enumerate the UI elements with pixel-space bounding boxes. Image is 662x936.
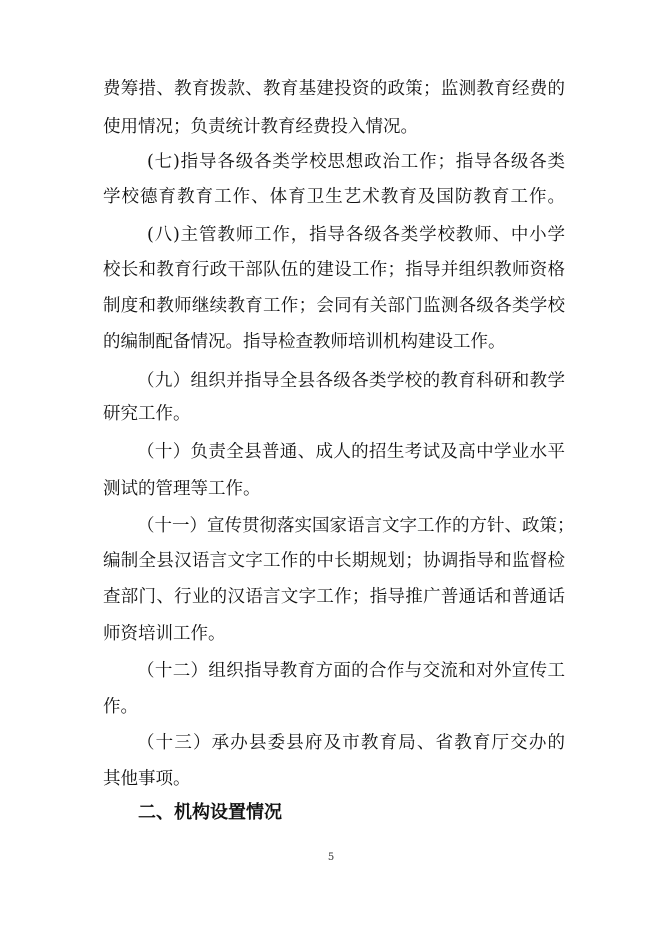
text-line: 作。 bbox=[103, 697, 138, 717]
text-line: 费筹措、教育拨款、教育基建投资的政策；监测教育经费的 bbox=[103, 79, 565, 99]
text-line: 师资培训工作。 bbox=[103, 624, 226, 644]
text-line: 查部门、行业的汉语言文字工作；指导推广普通话和普通话 bbox=[103, 587, 565, 607]
text-line: 编制全县汉语言文字工作的中长期规划；协调指导和监督检 bbox=[103, 551, 565, 571]
text-line: （十）负责全县普通、成人的招生考试及高中学业水平 bbox=[137, 442, 565, 462]
text-line: (七)指导各级各类学校思想政治工作；指导各级各类 bbox=[147, 152, 565, 172]
text-line: （十一）宣传贯彻落实国家语言文字工作的方针、政策； bbox=[137, 516, 575, 536]
text-line: 校长和教育行政干部队伍的建设工作；指导并组织教师资格 bbox=[103, 260, 565, 280]
text-line: （十三）承办县委县府及市教育局、省教育厅交办的 bbox=[137, 733, 565, 753]
text-line: （十二）组织指导教育方面的合作与交流和对外宣传工 bbox=[137, 661, 565, 681]
text-line: 学校德育教育工作、体育卫生艺术教育及国防教育工作。 bbox=[103, 187, 565, 207]
text-line: 其他事项。 bbox=[103, 769, 191, 789]
text-line: （九）组织并指导全县各级各类学校的教育科研和教学 bbox=[137, 371, 565, 391]
text-line: 的编制配备情况。指导检查教师培训机构建设工作。 bbox=[103, 332, 506, 352]
section-heading: 二、机构设置情况 bbox=[138, 802, 282, 823]
text-line: 制度和教师继续教育工作；会同有关部门监测各级各类学校 bbox=[103, 296, 565, 316]
page-number: 5 bbox=[327, 852, 335, 863]
text-line: 使用情况；负责统计教育经费投入情况。 bbox=[103, 117, 418, 137]
text-line: 研究工作。 bbox=[103, 404, 191, 424]
text-line: 测试的管理等工作。 bbox=[103, 479, 261, 499]
text-line: (八)主管教师工作，指导各级各类学校教师、中小学 bbox=[147, 225, 565, 245]
